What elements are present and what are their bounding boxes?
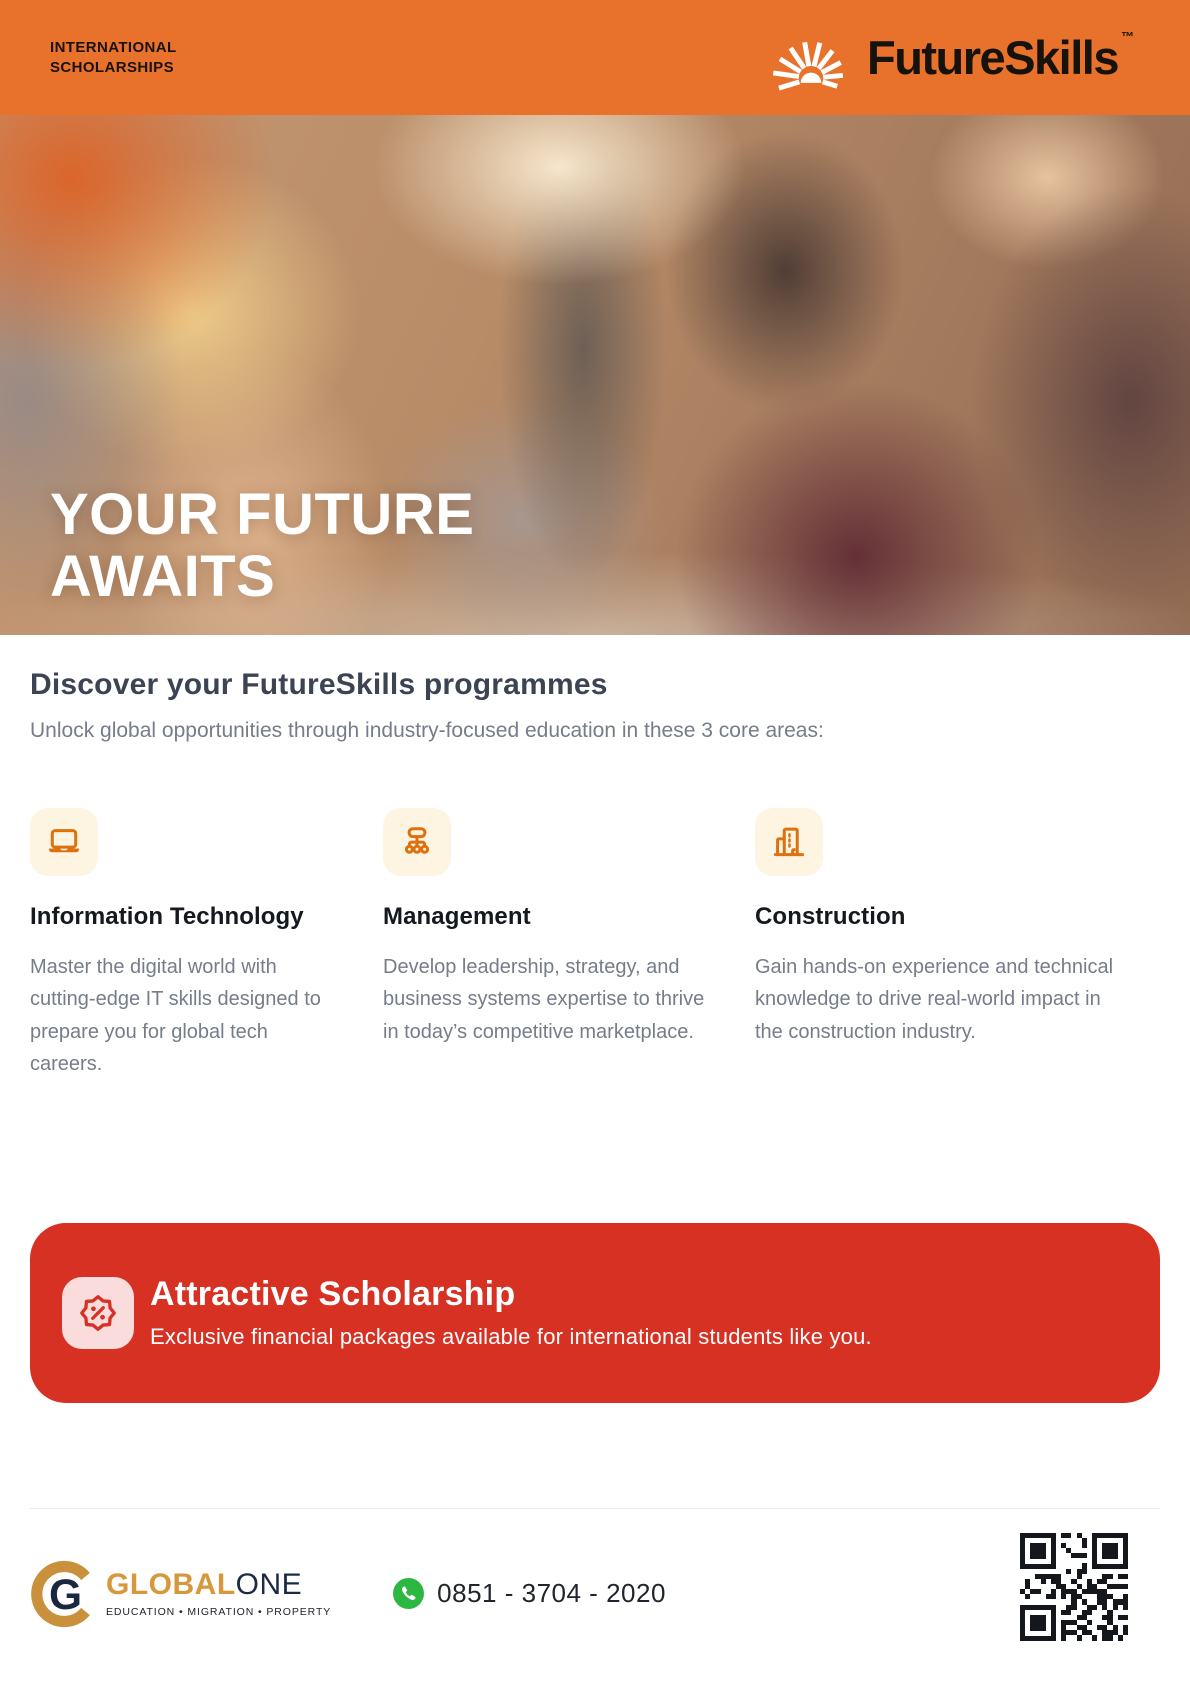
phone-number: 0851 - 3704 - 2020 bbox=[437, 1578, 666, 1609]
discount-badge-icon bbox=[62, 1277, 134, 1349]
globalone-logo bbox=[30, 1559, 331, 1629]
programmes-grid bbox=[0, 808, 1190, 1081]
eyebrow-line1: INTERNATIONAL bbox=[50, 39, 177, 57]
programme-card-management bbox=[383, 808, 755, 1081]
hero-title bbox=[50, 484, 474, 607]
eyebrow-title bbox=[50, 38, 177, 76]
hero-title-line2: AWAITS bbox=[50, 543, 276, 609]
intro-section bbox=[0, 635, 1190, 743]
svg-text:G: G bbox=[48, 1571, 83, 1619]
brand-wordmark bbox=[866, 29, 1134, 84]
logo-tagline: EDUCATION • MIGRATION • PROPERTY bbox=[106, 1605, 332, 1618]
hero-photo bbox=[0, 115, 1190, 635]
qr-finder-topleft bbox=[1020, 1533, 1056, 1569]
programme-title: Management bbox=[383, 903, 531, 930]
section-title: Discover your FutureSkills programmes bbox=[30, 668, 608, 701]
qr-finder-topright bbox=[1092, 1533, 1128, 1569]
programme-description: Master the digital world with cutting-edge IT skills designed to prepare you for global tech careers. bbox=[30, 956, 321, 1076]
logo-word-one: ONE bbox=[235, 1567, 303, 1601]
phone-contact bbox=[393, 1578, 666, 1609]
footer bbox=[30, 1509, 1160, 1679]
header-bar bbox=[0, 0, 1190, 115]
banner-subtitle: Exclusive financial packages available for international students like you. bbox=[150, 1324, 872, 1350]
sunburst-icon bbox=[768, 28, 854, 92]
scholarship-banner-text bbox=[150, 1275, 872, 1350]
eyebrow-line2: SCHOLARSHIPS bbox=[50, 58, 174, 76]
banner-title: Attractive Scholarship bbox=[150, 1275, 516, 1314]
programme-card-construction bbox=[755, 808, 1160, 1081]
programme-title: Information Technology bbox=[30, 903, 304, 930]
qr-code bbox=[1020, 1533, 1128, 1641]
brand-name-text: FutureSkills bbox=[866, 31, 1118, 84]
programme-description: Develop leadership, strategy, and business systems expertise to thrive in today’s competitive marketplace. bbox=[383, 956, 705, 1043]
programme-description: Gain hands-on experience and technical knowledge to drive real-world impact in the construction industry. bbox=[755, 956, 1114, 1043]
trademark-symbol: ™ bbox=[1121, 29, 1134, 44]
programme-card-it bbox=[30, 808, 383, 1081]
programme-title: Construction bbox=[755, 903, 906, 930]
org-chart-icon bbox=[383, 808, 451, 876]
building-icon bbox=[755, 808, 823, 876]
brand-logo bbox=[768, 24, 1132, 92]
globalone-wordmark bbox=[106, 1567, 332, 1618]
whatsapp-icon bbox=[393, 1578, 424, 1609]
scholarship-banner bbox=[30, 1223, 1160, 1403]
qr-finder-bottomleft bbox=[1020, 1605, 1056, 1641]
hero-title-line1: YOUR FUTURE bbox=[50, 482, 475, 548]
globalone-monogram-icon bbox=[30, 1559, 96, 1629]
section-subtitle: Unlock global opportunities through industry-focused education in these 3 core areas: bbox=[30, 719, 824, 742]
laptop-icon bbox=[30, 808, 98, 876]
logo-word-global: GLOBAL bbox=[106, 1567, 236, 1601]
